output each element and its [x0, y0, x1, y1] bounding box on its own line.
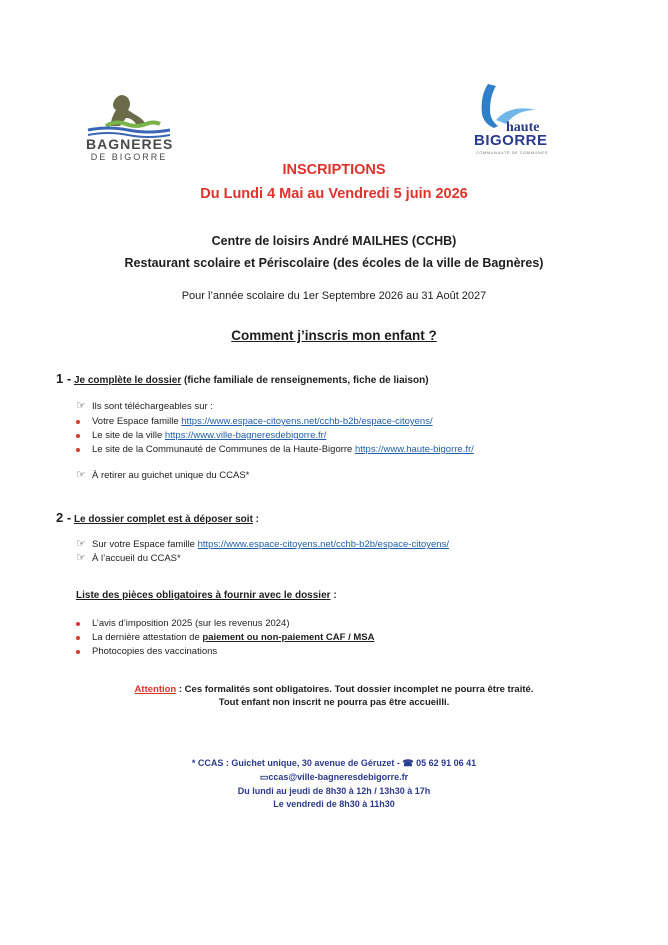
- espace-famille-link-2[interactable]: https://www.espace-citoyens.net/cchb-b2b/espace-citoyens/: [197, 539, 449, 550]
- pointing-hand-icon: ☞: [76, 469, 86, 481]
- pointing-hand-icon: ☞: [76, 552, 86, 564]
- org-line-1: Centre de loisirs André MAILHES (CCHB): [211, 234, 457, 248]
- logo-brand: BAGNERES: [86, 136, 174, 152]
- logo-bigorre: BIGORRE: [474, 132, 548, 149]
- pointing-hand-icon: ☞: [76, 400, 86, 412]
- list-item-text: Votre Espace famille: [92, 416, 182, 427]
- computer-icon: ▭: [259, 772, 269, 782]
- step-1-number: 1 -: [56, 371, 72, 386]
- list-item-text: À retirer au guichet unique du CCAS*: [92, 470, 250, 481]
- footer-hours-2: Le vendredi de 8h30 à 11h30: [273, 799, 395, 809]
- pieces-heading: [76, 590, 337, 601]
- bullet-icon: [76, 434, 80, 438]
- attention-line-2: Tout enfant non inscrit ne pourra pas être accueilli.: [218, 697, 450, 708]
- pieces-suffix: :: [330, 590, 337, 601]
- step-1-rest: (fiche familiale de renseignements, fiche de liaison): [181, 375, 429, 386]
- haute-bigorre-logo: [470, 80, 550, 162]
- step-2-rest: :: [252, 514, 260, 525]
- logo-subtitle: DE BIGORRE: [90, 152, 168, 162]
- footer-address: * CCAS : Guichet unique, 30 avenue de Géruzet -: [191, 758, 403, 768]
- footer-hours-1: Du lundi au jeudi de 8h30 à 12h / 13h30 à 17h: [237, 786, 431, 796]
- logo-haute: haute: [506, 120, 540, 135]
- list-item-text: L’avis d’imposition 2025 (sur les revenus 2024): [92, 618, 290, 629]
- phone-icon: ☎: [402, 758, 417, 768]
- footer-email: ccas@ville-bagneresdebigorre.fr: [268, 772, 409, 782]
- step-2-number: 2 -: [56, 510, 72, 525]
- attention-text: : Ces formalités sont obligatoires. Tout dossier incomplet ne pourra être traité.: [176, 684, 534, 695]
- section-question: Comment j’inscris mon enfant ?: [231, 328, 437, 343]
- page-title: INSCRIPTIONS: [282, 162, 386, 178]
- pieces-title: Liste des pièces obligatoires à fournir avec le dossier: [76, 590, 331, 601]
- list-item-text: La dernière attestation de: [92, 632, 203, 643]
- attention-label: Attention: [134, 684, 177, 695]
- bullet-icon: [76, 448, 80, 452]
- org-line-2: Restaurant scolaire et Périscolaire (des écoles de la ville de Bagnères): [124, 256, 544, 270]
- step-2-heading: [56, 510, 259, 525]
- step-1-underlined: Je complète le dossier: [73, 375, 182, 386]
- list-item-text: Photocopies des vaccinations: [92, 646, 218, 657]
- haute-bigorre-link[interactable]: https://www.haute-bigorre.fr/: [354, 444, 474, 455]
- school-year: Pour l’année scolaire du 1er Septembre 2026 au 31 Août 2027: [181, 290, 487, 302]
- statue-icon: [86, 92, 172, 138]
- footer-phone: 05 62 91 06 41: [416, 758, 477, 768]
- step-2-underlined: Le dossier complet est à déposer soit: [73, 514, 253, 525]
- bullet-icon: [76, 622, 80, 626]
- espace-famille-link[interactable]: https://www.espace-citoyens.net/cchb-b2b/espace-citoyens/: [181, 416, 433, 427]
- list-item-text: Le site de la Communauté de Communes de la Haute-Bigorre: [92, 444, 355, 455]
- list-item-text: Ils sont téléchargeables sur :: [92, 401, 213, 412]
- step-1-heading: [56, 371, 429, 386]
- attention-line-1: [0, 684, 668, 695]
- list-item-text: Sur votre Espace famille: [92, 539, 198, 550]
- list-item-text: À l’accueil du CCAS*: [92, 553, 181, 564]
- logo-tagline: COMMUNAUTÉ DE COMMUNES: [476, 150, 548, 155]
- ville-link[interactable]: https://www.ville-bagneresdebigorre.fr/: [164, 430, 327, 441]
- list-item-bold: paiement ou non-paiement CAF / MSA: [202, 632, 375, 643]
- bullet-icon: [76, 420, 80, 424]
- pointing-hand-icon: ☞: [76, 538, 86, 550]
- footer-email-line: [0, 772, 668, 783]
- list-item-text: Le site de la ville: [92, 430, 165, 441]
- footer-line-1: [0, 758, 668, 769]
- date-range: Du Lundi 4 Mai au Vendredi 5 juin 2026: [200, 186, 468, 202]
- bullet-icon: [76, 650, 80, 654]
- bullet-icon: [76, 636, 80, 640]
